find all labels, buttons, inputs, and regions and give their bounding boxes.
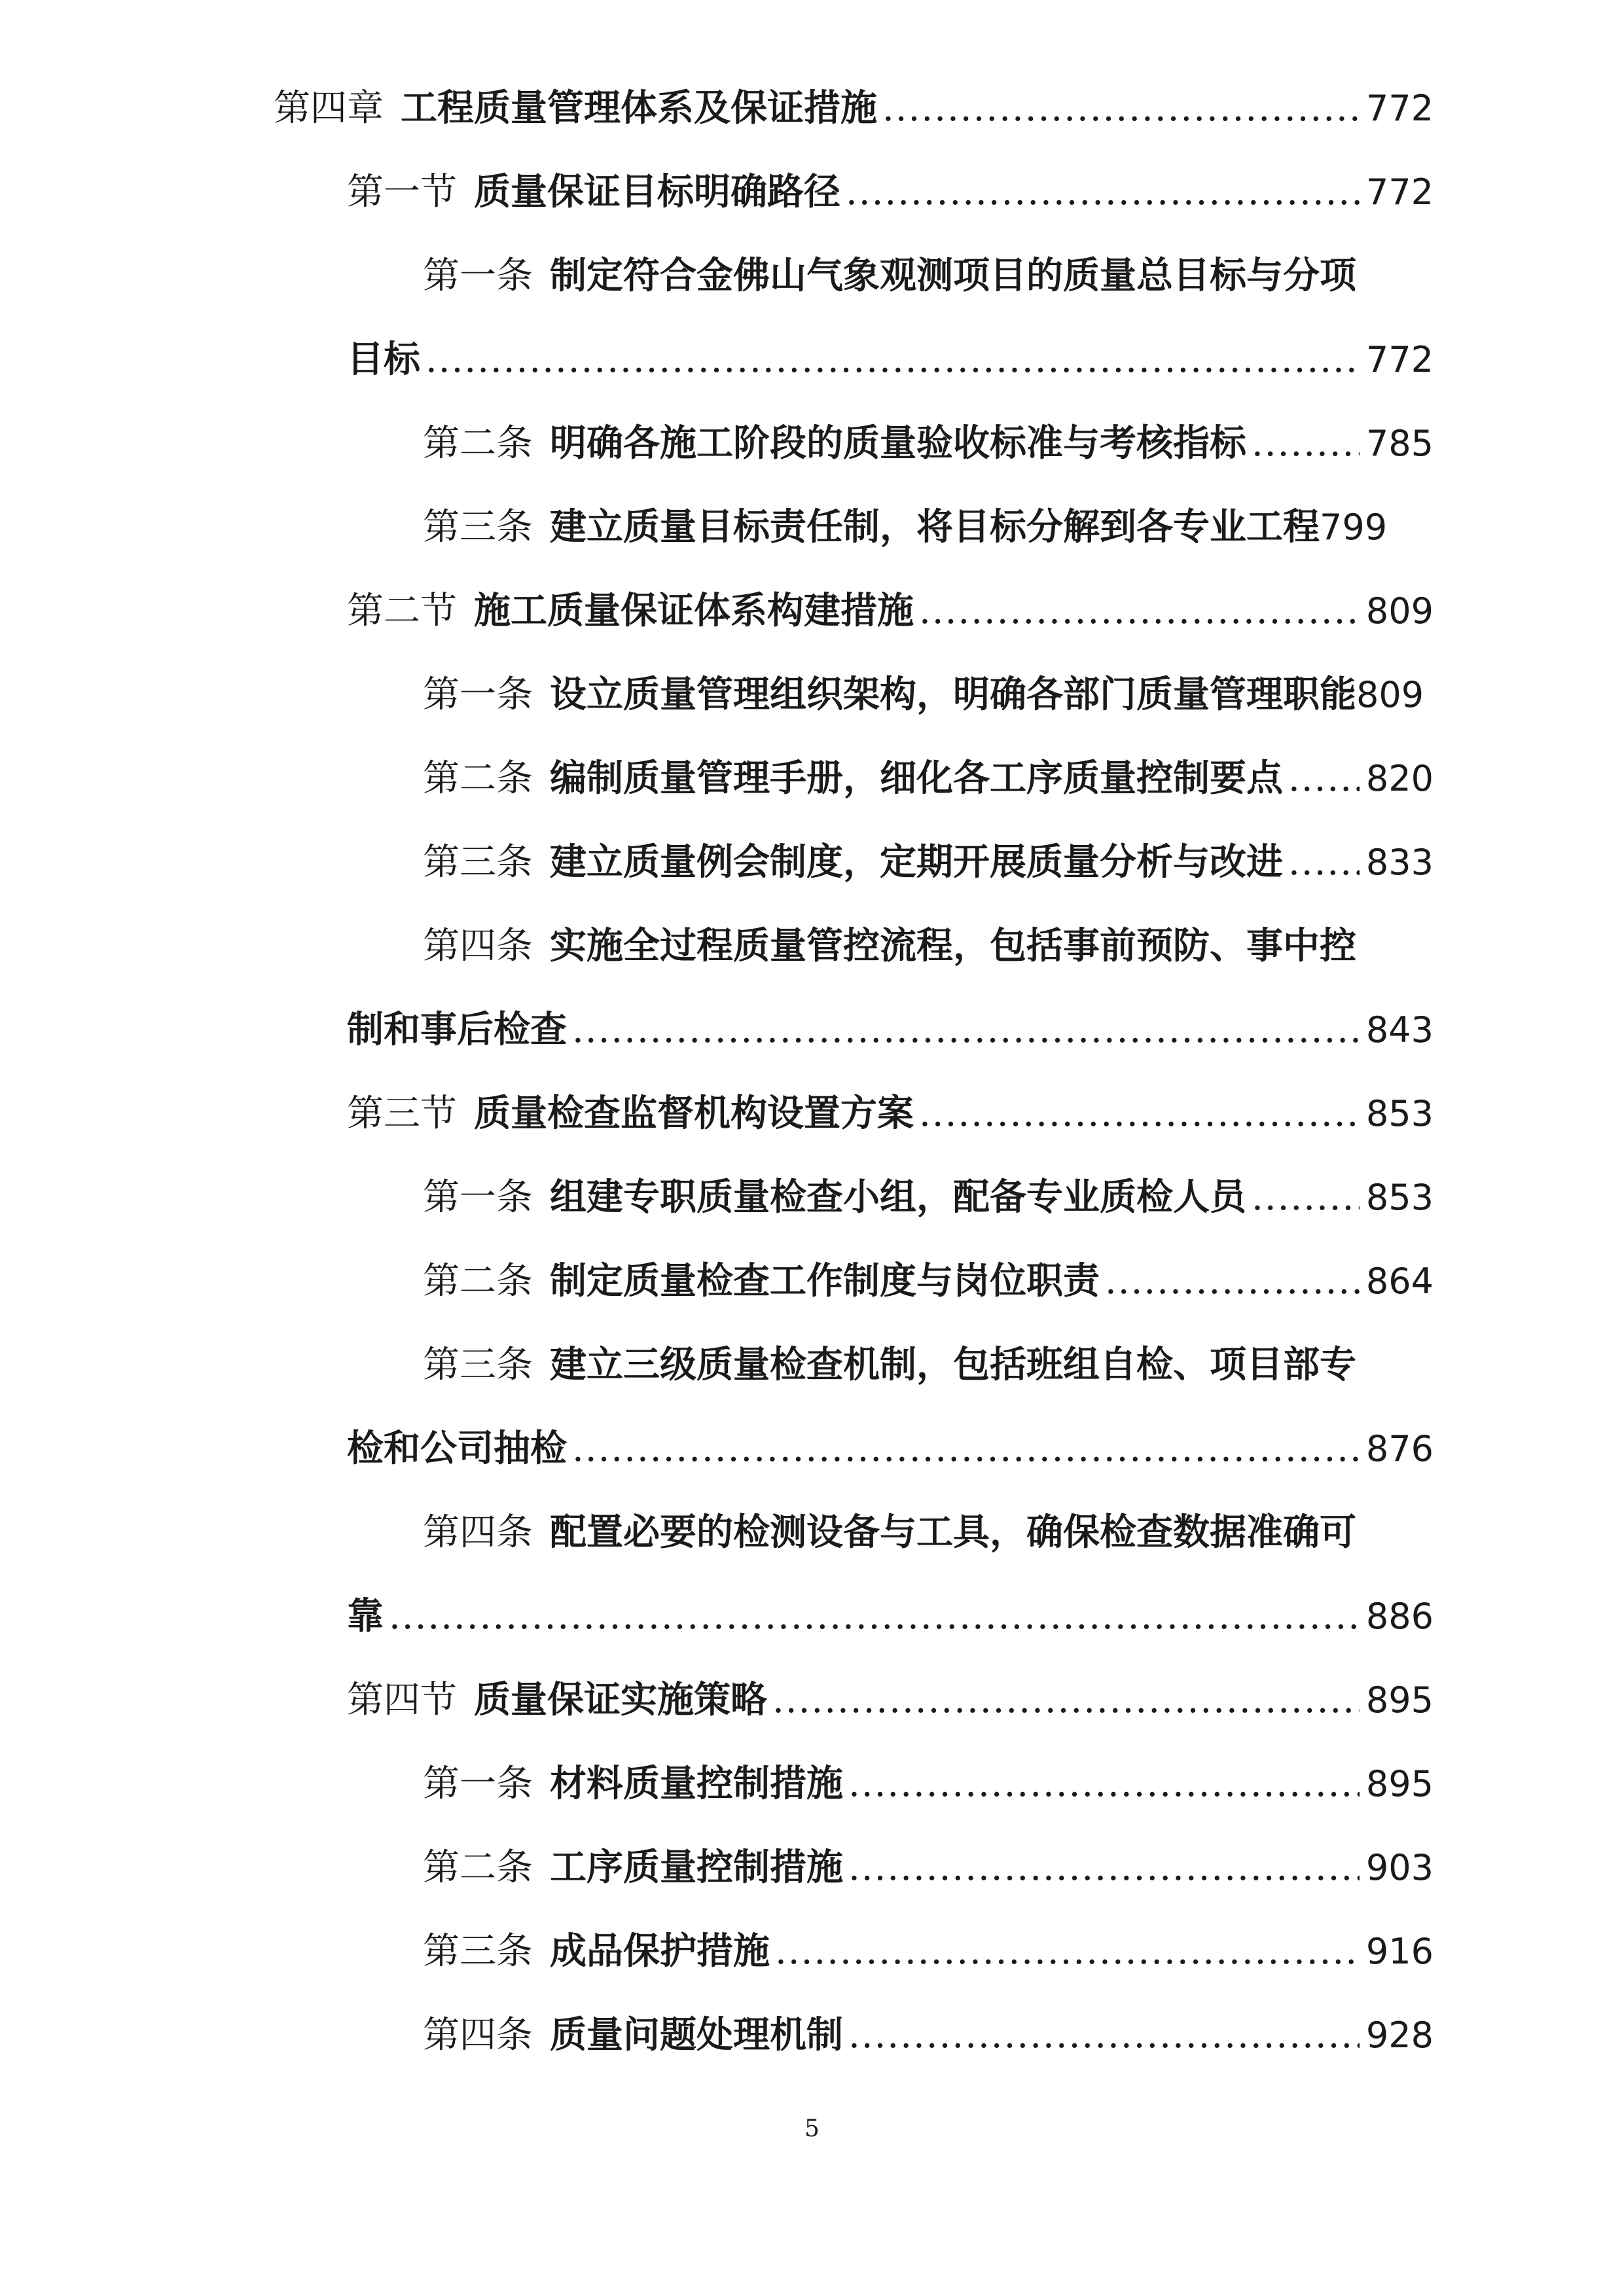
- leader-dots: [1288, 749, 1360, 808]
- toc-article-entry[interactable]: [423, 1168, 1434, 1227]
- toc-article-entry[interactable]: [423, 246, 1434, 305]
- leader-dots: [1252, 1168, 1360, 1227]
- article-label: 第三条: [423, 506, 533, 548]
- article-label: 第三条: [423, 1930, 533, 1973]
- toc-article-continuation[interactable]: [347, 1587, 1434, 1645]
- page-number: 820: [1365, 758, 1434, 799]
- article-title: 制定质量检查工作制度与岗位职责: [550, 1259, 1100, 1302]
- page-number: 772: [1365, 88, 1434, 129]
- section-title: 施工质量保证体系构建措施: [474, 589, 914, 632]
- page-number: 895: [1365, 1679, 1434, 1721]
- article-title: 明确各施工阶段的质量验收标准与考核指标: [550, 422, 1246, 465]
- article-title-continued: 检和公司抽检: [347, 1427, 567, 1470]
- article-label: 第四条: [423, 925, 533, 967]
- leader-dots: [846, 163, 1360, 221]
- page-number: 886: [1365, 1596, 1434, 1637]
- article-label: 第一条: [423, 1176, 533, 1219]
- article-title: 配置必要的检测设备与工具，确保检查数据准确可: [550, 1511, 1356, 1554]
- toc-article-continuation[interactable]: [347, 330, 1434, 389]
- toc-article-entry[interactable]: [423, 1754, 1434, 1813]
- page-number: 833: [1365, 842, 1434, 883]
- page-number: 843: [1365, 1009, 1434, 1050]
- leader-dots: [775, 1922, 1360, 1981]
- toc-article-entry[interactable]: [423, 414, 1434, 473]
- toc-article-entry[interactable]: [423, 665, 1470, 724]
- article-label: 第二条: [423, 1260, 533, 1302]
- leader-dots: [772, 1671, 1360, 1729]
- leader-dots: [572, 1420, 1360, 1478]
- section-label: 第二节: [347, 590, 457, 632]
- page-number: 853: [1365, 1177, 1434, 1218]
- article-label: 第二条: [423, 422, 533, 465]
- article-title-continued: 靠: [347, 1594, 384, 1638]
- article-title: 材料质量控制措施: [550, 1762, 843, 1805]
- article-label: 第二条: [423, 757, 533, 800]
- toc-section-entry[interactable]: [347, 581, 1434, 640]
- page-number: 916: [1365, 1931, 1434, 1972]
- article-label: 第一条: [423, 673, 533, 716]
- section-title: 质量保证实施策略: [474, 1678, 767, 1721]
- section-label: 第四节: [347, 1679, 457, 1721]
- article-label: 第四条: [423, 2014, 533, 2056]
- toc-article-entry[interactable]: [423, 2005, 1434, 2064]
- toc-article-continuation[interactable]: [347, 1000, 1434, 1059]
- article-title-continued: 制和事后检查: [347, 1008, 567, 1051]
- article-label: 第三条: [423, 841, 533, 884]
- leader-dots: [919, 1085, 1360, 1143]
- leader-dots: [425, 331, 1360, 389]
- article-title: 工序质量控制措施: [550, 1846, 843, 1889]
- toc-section-entry[interactable]: [347, 1670, 1434, 1729]
- page-number: 785: [1365, 423, 1434, 464]
- article-title: 设立质量管理组织架构，明确各部门质量管理职能: [550, 673, 1356, 716]
- leader-dots: [848, 2006, 1360, 2064]
- article-label: 第三条: [423, 1344, 533, 1386]
- leader-dots: [389, 1587, 1360, 1645]
- page-number: 809: [1365, 590, 1434, 632]
- article-label: 第二条: [423, 1846, 533, 1889]
- section-label: 第三节: [347, 1092, 457, 1135]
- leader-dots: [1288, 833, 1360, 891]
- leader-dots: [848, 1755, 1360, 1813]
- article-label: 第一条: [423, 1763, 533, 1805]
- chapter-label: 第四章: [274, 87, 384, 130]
- toc-chapter-entry[interactable]: [274, 79, 1434, 137]
- page-number: 772: [1365, 339, 1434, 380]
- toc-article-entry[interactable]: [423, 1335, 1434, 1394]
- article-title: 成品保护措施: [550, 1929, 770, 1973]
- article-title: 建立三级质量检查机制，包括班组自检、项目部专: [550, 1343, 1356, 1386]
- leader-dots: [848, 1839, 1360, 1897]
- section-title: 质量保证目标明确路径: [474, 170, 840, 213]
- article-title-continued: 目标: [347, 338, 420, 381]
- leader-dots: [572, 1001, 1360, 1059]
- toc-article-entry[interactable]: [423, 1922, 1434, 1981]
- leader-dots: [1105, 1252, 1360, 1310]
- leader-dots: [882, 79, 1360, 137]
- page-number: 853: [1365, 1093, 1434, 1134]
- page-number: 772: [1365, 171, 1434, 213]
- article-title: 建立质量目标责任制，将目标分解到各专业工程: [550, 505, 1320, 548]
- toc-section-entry[interactable]: [347, 1084, 1434, 1143]
- leader-dots: [1252, 414, 1360, 473]
- article-title: 制定符合金佛山气象观测项目的质量总目标与分项: [550, 254, 1356, 297]
- toc-article-entry[interactable]: [423, 1838, 1434, 1897]
- toc-article-continuation[interactable]: [347, 1419, 1434, 1478]
- toc-article-entry[interactable]: [423, 497, 1434, 556]
- page-number: 903: [1365, 1847, 1434, 1888]
- toc-article-entry[interactable]: [423, 749, 1434, 808]
- page-number: 799: [1320, 507, 1388, 548]
- page-number: 809: [1356, 674, 1424, 715]
- toc-article-entry[interactable]: [423, 1503, 1434, 1562]
- toc-section-entry[interactable]: [347, 162, 1434, 221]
- toc-article-entry[interactable]: [423, 833, 1434, 891]
- section-label: 第一节: [347, 171, 457, 213]
- section-title: 质量检查监督机构设置方案: [474, 1092, 914, 1135]
- page-number: 864: [1365, 1261, 1434, 1302]
- article-title: 实施全过程质量管控流程，包括事前预防、事中控: [550, 924, 1356, 967]
- leader-dots: [919, 582, 1360, 640]
- article-label: 第一条: [423, 255, 533, 297]
- page-number: 895: [1365, 1763, 1434, 1804]
- toc-article-entry[interactable]: [423, 1251, 1434, 1310]
- article-label: 第四条: [423, 1511, 533, 1554]
- article-title: 编制质量管理手册，细化各工序质量控制要点: [550, 757, 1283, 800]
- article-title: 建立质量例会制度，定期开展质量分析与改进: [550, 840, 1283, 884]
- page-number: 876: [1365, 1428, 1434, 1469]
- chapter-title: 工程质量管理体系及保证措施: [401, 86, 877, 130]
- toc-article-entry[interactable]: [423, 916, 1434, 975]
- page-number: 928: [1365, 2015, 1434, 2056]
- page-footer-number: 5: [804, 2115, 820, 2142]
- article-title: 质量问题处理机制: [550, 2013, 843, 2056]
- article-title: 组建专职质量检查小组，配备专业质检人员: [550, 1175, 1246, 1219]
